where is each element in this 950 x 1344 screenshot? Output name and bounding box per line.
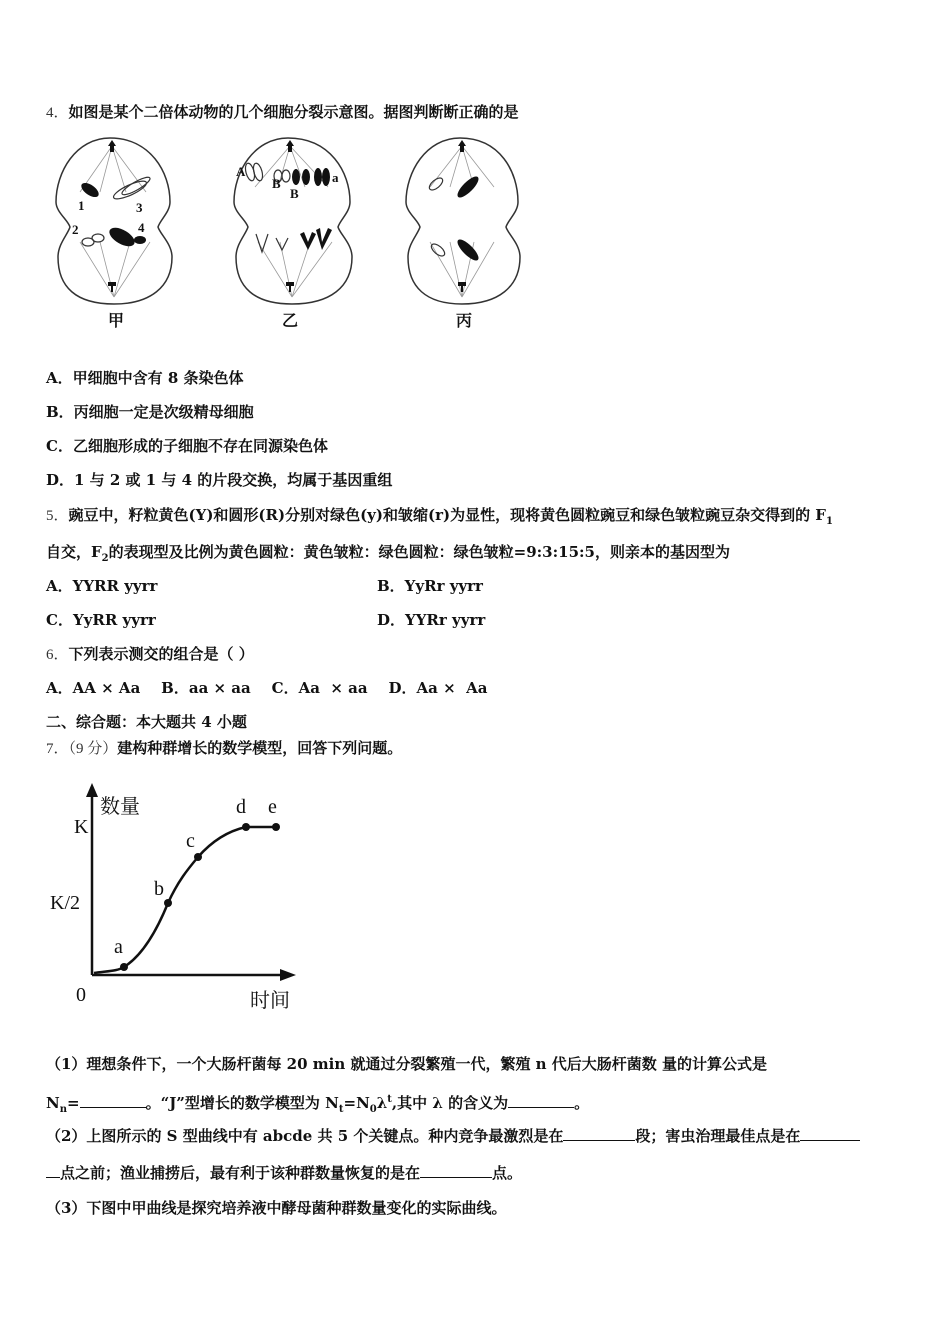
cell-division-figure (50, 132, 530, 332)
caption-bing: 丙 (455, 313, 473, 330)
caption-yi: 乙 (281, 313, 299, 330)
y-axis-label: 数量 (100, 796, 140, 818)
x-axis-label: 时间 (250, 990, 290, 1012)
section2-title: 二、综合题：本大题共 4 小题 (46, 713, 247, 731)
label-d: d (236, 796, 246, 818)
q7-part2-line1 (46, 1126, 860, 1146)
blank-competition[interactable] (563, 1126, 635, 1141)
q7-p2-text-c: 点之前；渔业捕捞后，最有利于该种群数量恢复的是在 (60, 1164, 421, 1182)
y-tick-k: K (74, 816, 89, 838)
q5-stem-text-2a: 自交，F (46, 543, 102, 561)
q6-options: A．AA × Aa B．aa × aa C．Aa × aa D．Aa × Aa (46, 679, 488, 697)
q4-stem-text: 如图是某个二倍体动物的几个细胞分裂示意图。据图判断断正确的是 (68, 103, 519, 121)
label-a: a (114, 936, 123, 958)
q7-period: 。 (574, 1094, 590, 1112)
blank-pest-control-a[interactable] (800, 1126, 860, 1141)
q4-number: 4． (46, 105, 69, 121)
q4-stem (46, 102, 519, 123)
caption-jia: 甲 (107, 313, 125, 330)
jia-label-2: 2 (72, 222, 79, 237)
q4-option-a: A．甲细胞中含有 8 条染色体 (46, 369, 244, 387)
point-a (120, 963, 128, 971)
q5-stem-line2 (46, 542, 730, 562)
q7-lambda-meaning-text: ,其中 λ 的含义为 (391, 1094, 509, 1112)
jia-label-1: 1 (78, 198, 85, 213)
q7-part2-line2 (46, 1163, 522, 1183)
yi-label-B2: B (290, 186, 299, 201)
q7-nn-sub: n (59, 1104, 67, 1115)
q7-stem (46, 738, 402, 759)
q7-equals: = (67, 1094, 80, 1112)
q7-p2-text-a: （2）上图所示的 S 型曲线中有 abcde 共 5 个关键点。种内竞争最激烈是在 (46, 1127, 564, 1145)
point-e (272, 823, 280, 831)
blank-nn[interactable] (80, 1093, 146, 1108)
q7-part1-line1: （1）理想条件下，一个大肠杆菌每 20 min 就通过分裂繁殖一代，繁殖 n 代后大肠杆菌数 量的计算公式是 (46, 1055, 768, 1073)
point-b (164, 899, 172, 907)
jia-label-3: 3 (136, 200, 143, 215)
s-curve-graph (40, 775, 320, 1025)
q5-f1-sub: 1 (825, 516, 833, 527)
yi-label-a: a (332, 170, 339, 185)
q7-lambda-sup: t (387, 1094, 392, 1105)
jia-label-4: 4 (138, 220, 145, 235)
origin-label: 0 (76, 984, 86, 1006)
q5-f2-sub: 2 (101, 553, 109, 564)
cell-bing-outline (406, 138, 520, 304)
q7-p2-text-d: 点。 (492, 1164, 523, 1182)
q7-lambda-text: λ (376, 1094, 388, 1112)
q7-stem-text: 建构种群增长的数学模型，回答下列问题。 (117, 739, 403, 757)
q4-option-b: B．丙细胞一定是次级精母细胞 (46, 403, 254, 421)
q7-n0-text: =N (343, 1094, 370, 1112)
q4-option-c: C．乙细胞形成的子细胞不存在同源染色体 (46, 437, 328, 455)
yi-label-A: A (236, 164, 246, 179)
q7-j-model-text: 。“J”型增长的数学模型为 N (145, 1094, 339, 1112)
x-axis-arrow (280, 969, 296, 981)
q5-stem-text-1: 豌豆中，籽粒黄色(Y)和圆形(R)分别对绿色(y)和皱缩(r)为显性，现将黄色圆粒豌豆和绿色皱粒豌豆杂交得到的 F (68, 506, 826, 524)
cell-yi-outline (234, 138, 352, 304)
q7-points: （9 分） (68, 741, 118, 757)
q6-stem-text: 下列表示测交的组合是（ ） (68, 645, 254, 663)
q6-number: 6． (46, 647, 69, 663)
q5-stem-text-2b: 的表现型及比例为黄色圆粒：黄色皱粒：绿色圆粒：绿色皱粒=9:3:15:5，则亲本的基因型为 (108, 543, 730, 561)
y-axis-arrow (86, 783, 98, 797)
blank-pest-control-b[interactable] (46, 1163, 60, 1178)
cell-jia-outline (56, 138, 172, 304)
blank-lambda[interactable] (508, 1093, 574, 1108)
label-b: b (154, 878, 164, 900)
q5-option-a: A．YYRR yyrr (46, 577, 158, 595)
q7-n0-sub: 0 (369, 1104, 377, 1115)
q5-option-c: C．YyRR yyrr (46, 611, 156, 629)
q5-option-d: D．YYRr yyrr (377, 611, 486, 629)
y-tick-k2: K/2 (50, 892, 80, 914)
label-e: e (268, 796, 277, 818)
q7-part1-line2 (46, 1093, 589, 1113)
q6-stem (46, 644, 254, 665)
q5-option-b: B．YyRr yyrr (377, 577, 483, 595)
q5-stem-line1 (46, 505, 833, 526)
point-d (242, 823, 250, 831)
yi-label-B1: B (272, 176, 281, 191)
q7-nt-sub: t (338, 1104, 344, 1115)
q7-p2-text-b: 段；害虫治理最佳点是在 (635, 1127, 801, 1145)
q7-number: 7． (46, 741, 69, 757)
label-c: c (186, 830, 195, 852)
q7-part3: （3）下图中甲曲线是探究培养液中酵母菌种群数量变化的实际曲线。 (46, 1199, 507, 1217)
q7-nn-text: N (46, 1094, 60, 1112)
blank-fishery[interactable] (420, 1163, 492, 1178)
q4-option-d: D．1 与 2 或 1 与 4 的片段交换，均属于基因重组 (46, 471, 393, 489)
point-c (194, 853, 202, 861)
q5-number: 5． (46, 508, 69, 524)
